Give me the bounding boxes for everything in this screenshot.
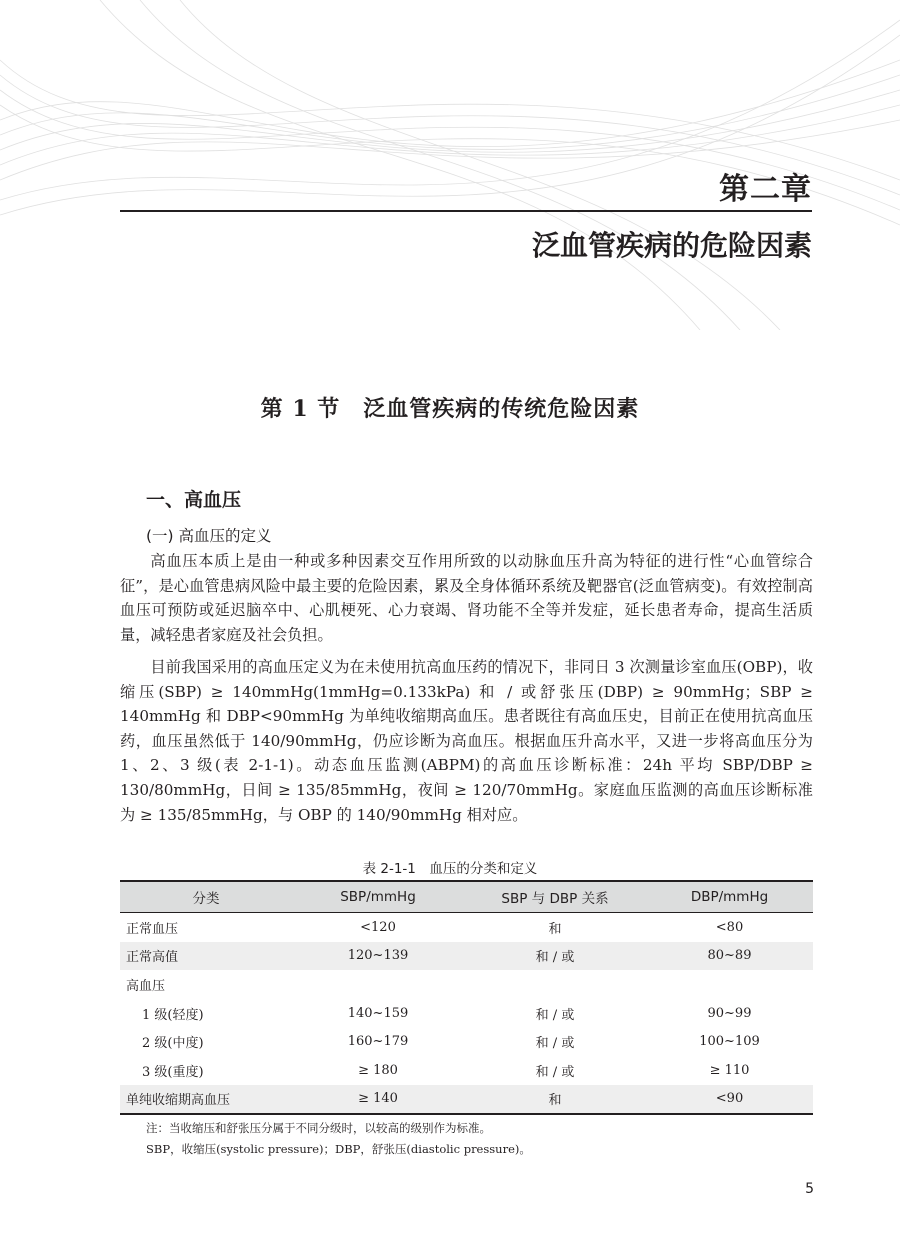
cell-relation: 和 / 或: [535, 1007, 575, 1023]
chapter-title: 泛血管疾病的危险因素: [531, 229, 812, 262]
cell-dbp: 80~89: [646, 942, 813, 971]
cell-category: 1 级(轻度): [142, 1007, 204, 1023]
paragraph-text: 目前我国采用的高血压定义为在未使用抗高血压药的情况下，非同日 3 次测量诊室血压(OBP)，收缩压(SBP) ≥ 140mmHg(1mmHg=0.133kPa) 和 / 或舒张压(DBP) ≥ 90mmHg；SBP ≥ 140mmHg 和 DBP<90mmHg 为单纯收缩期高血压。患者既往有高血压史，目前正在使用抗高血压药，血压虽然低于 140/90mmHg，仍应诊断为高血压。根据血压升高水平，又进一步将高血压分为 1、2、3 级(表 2-1-1)。动态血压监测(ABPM)的高血压诊断标准：24h 平均 SBP/DBP ≥ 130/80mmHg，日间 ≥ 135/85mmHg，夜间 ≥ 120/70mmHg。家庭血压监测的高血压诊断标准为 ≥ 135/85mmHg，与 OBP 的 140/90mmHg 相对应。: [120, 658, 813, 824]
chapter-label: 第二章: [719, 172, 812, 207]
table-row: [120, 999, 813, 1028]
cell-sbp: ≥ 140: [292, 1085, 464, 1115]
cell-category: 高血压: [126, 978, 166, 994]
cell-sbp: <120: [360, 919, 396, 935]
table-note: 注：当收缩压和舒张压分属于不同分级时，以较高的级别作为标准。: [146, 1121, 491, 1135]
cell-relation: [464, 970, 646, 999]
subheading-definition: (一) 高血压的定义: [146, 527, 272, 545]
cell-category: 单纯收缩期高血压: [120, 1085, 292, 1115]
cell-dbp: ≥ 110: [709, 1062, 750, 1078]
paragraph-text: 高血压本质上是由一种或多种因素交互作用所致的以动脉血压升高为特征的进行性“心血管综合征”，是心血管患病风险中最主要的危险因素，累及全身体循环系统及靶器官(泛血管病变)。有效控制高血压可预防或延迟脑卒中、心肌梗死、心力衰竭、肾功能不全等并发症，延长患者寿命，提高生活质量，减轻患者家庭及社会负担。: [120, 552, 813, 644]
cell-relation: 和 / 或: [535, 1036, 575, 1052]
page-number: 5: [805, 1181, 814, 1197]
table-caption: 表 2-1-1 血压的分类和定义: [362, 861, 538, 877]
col-header-dbp: DBP/mmHg: [646, 881, 813, 913]
col-header-relation: SBP 与 DBP 关系: [464, 881, 646, 913]
cell-dbp: <80: [715, 919, 744, 935]
cell-sbp: [292, 970, 464, 999]
table-row: [120, 1085, 813, 1115]
cell-dbp: <90: [646, 1085, 813, 1115]
cell-relation: 和: [548, 921, 562, 937]
cell-sbp: 160~179: [347, 1034, 409, 1050]
cell-sbp: ≥ 180: [358, 1062, 398, 1078]
col-header-category: 分类: [120, 881, 292, 913]
table-row: [120, 970, 813, 999]
body-paragraph-1: [120, 549, 813, 647]
chapter-divider: [120, 210, 812, 212]
bp-classification-table: [120, 880, 813, 1115]
cell-category: 正常高值: [120, 942, 292, 971]
table-note: SBP，收缩压(systolic pressure)；DBP，舒张压(diastolic pressure)。: [146, 1142, 531, 1156]
table-header-row: [120, 881, 813, 913]
cell-relation: 和: [464, 1085, 646, 1115]
cell-relation: 和 / 或: [464, 942, 646, 971]
cell-dbp: 100~109: [699, 1034, 760, 1050]
table-row: [120, 913, 813, 942]
cell-dbp: [646, 970, 813, 999]
heading-hypertension: 一、高血压: [146, 489, 242, 511]
cell-category: 正常血压: [126, 921, 179, 937]
col-header-sbp: SBP/mmHg: [292, 881, 464, 913]
cell-sbp: 140~159: [347, 1005, 409, 1021]
cell-dbp: 90~99: [707, 1005, 752, 1021]
table-row: [120, 1056, 813, 1085]
section-title: 第 1 节 泛血管疾病的传统危险因素: [260, 396, 640, 422]
table-row: [120, 1027, 813, 1056]
cell-category: 2 级(中度): [142, 1036, 204, 1052]
cell-relation: 和 / 或: [535, 1064, 575, 1080]
cell-sbp: 120~139: [292, 942, 464, 971]
table-row: [120, 942, 813, 971]
table-notes: [146, 1118, 531, 1160]
body-paragraph-2: [120, 655, 813, 827]
cell-category: 3 级(重度): [142, 1064, 204, 1080]
